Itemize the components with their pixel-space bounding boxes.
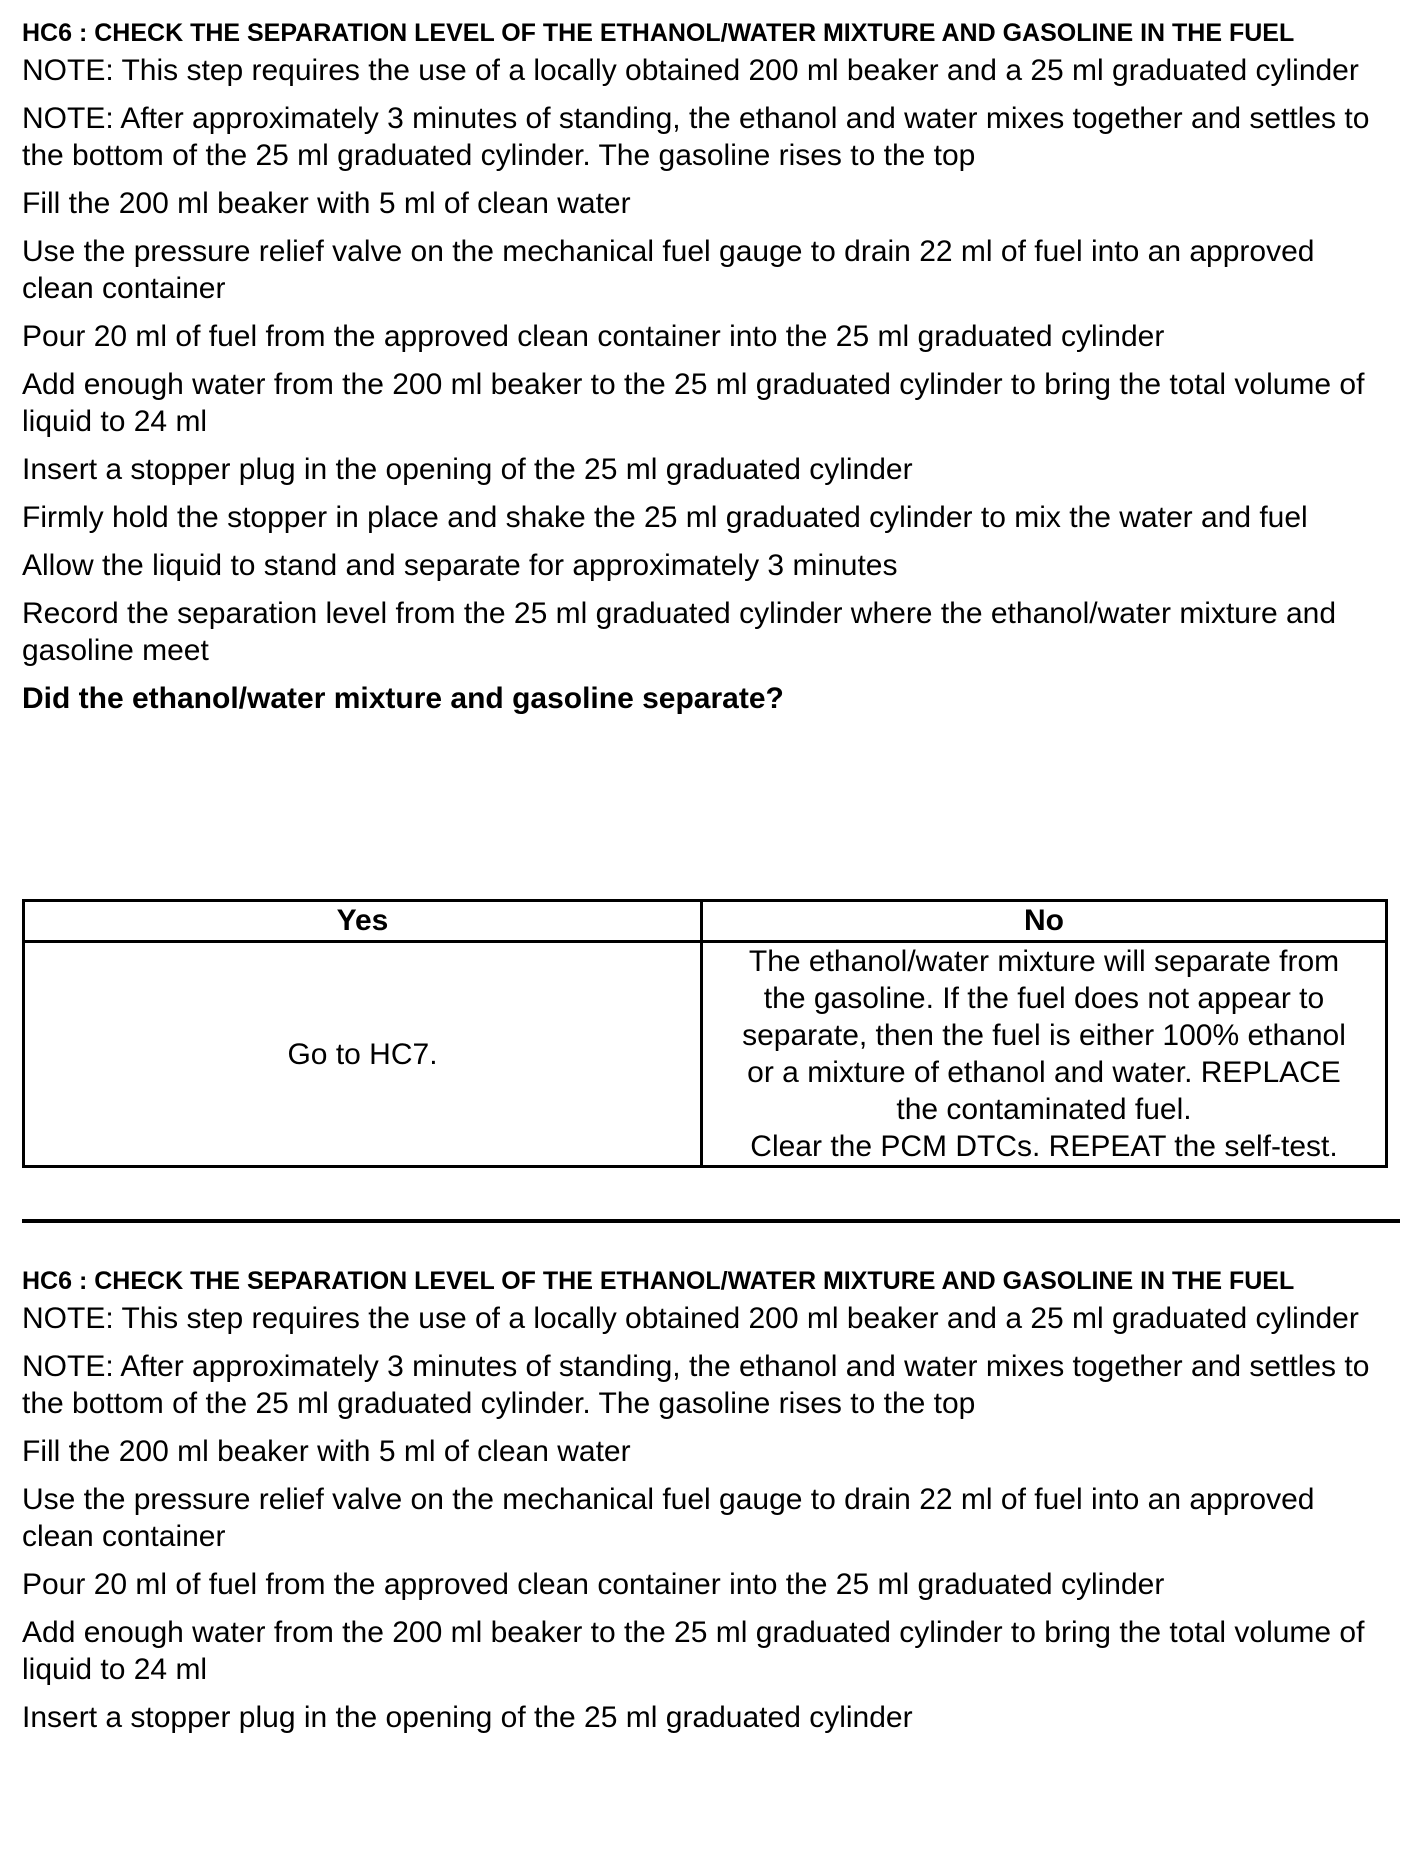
step-note-2: NOTE: After approximately 3 minutes of standing, the ethanol and water mixes together and settles to the bottom of the 25 ml graduated cylinder. The gasoline rises to the top — [22, 102, 1370, 172]
step-note-1: NOTE: This step requires the use of a locally obtained 200 ml beaker and a 25 ml graduated cylinder — [22, 1302, 1359, 1335]
procedure-section-2 — [22, 1262, 1382, 1747]
step-insert-stopper: Insert a stopper plug in the opening of the 25 ml graduated cylinder — [22, 453, 913, 486]
step-shake-cylinder: Firmly hold the stopper in place and shake the 25 ml graduated cylinder to mix the water and fuel — [22, 501, 1308, 534]
yes-header: Yes — [24, 901, 702, 942]
step-fill-beaker: Fill the 200 ml beaker with 5 ml of clean water — [22, 187, 631, 220]
no-action-line: separate, then the fuel is either 100% ethanol — [742, 1019, 1346, 1052]
step-add-water: Add enough water from the 200 ml beaker to the 25 ml graduated cylinder to bring the total volume of liquid to 24 ml — [22, 368, 1365, 438]
procedure-section-1 — [22, 0, 1382, 717]
step-drain-fuel: Use the pressure relief valve on the mechanical fuel gauge to drain 22 ml of fuel into an approved clean container — [22, 235, 1315, 305]
yes-action: Go to HC7. — [24, 942, 702, 1167]
section-divider — [22, 1219, 1400, 1223]
step-allow-stand: Allow the liquid to stand and separate for approximately 3 minutes — [22, 549, 898, 582]
step-drain-fuel: Use the pressure relief valve on the mechanical fuel gauge to drain 22 ml of fuel into an approved clean container — [22, 1483, 1315, 1553]
step-note-2: NOTE: After approximately 3 minutes of standing, the ethanol and water mixes together and settles to the bottom of the 25 ml graduated cylinder. The gasoline rises to the top — [22, 1350, 1370, 1420]
step-insert-stopper: Insert a stopper plug in the opening of the 25 ml graduated cylinder — [22, 1701, 913, 1734]
no-action-line: the contaminated fuel. — [896, 1093, 1192, 1126]
no-action-line: or a mixture of ethanol and water. REPLACE — [747, 1056, 1341, 1089]
no-action-line: Clear the PCM DTCs. REPEAT the self-test. — [750, 1130, 1338, 1163]
section-title: HC6 : CHECK THE SEPARATION LEVEL OF THE ETHANOL/WATER MIXTURE AND GASOLINE IN THE FUEL — [22, 1267, 1295, 1295]
step-record-level: Record the separation level from the 25 ml graduated cylinder where the ethanol/water mixture and gasoline meet — [22, 597, 1337, 667]
decision-question: Did the ethanol/water mixture and gasoline separate? — [22, 682, 784, 715]
section-title: HC6 : CHECK THE SEPARATION LEVEL OF THE ETHANOL/WATER MIXTURE AND GASOLINE IN THE FUEL — [22, 19, 1295, 47]
decision-table — [22, 899, 1388, 1168]
step-pour-fuel: Pour 20 ml of fuel from the approved clean container into the 25 ml graduated cylinder — [22, 1568, 1165, 1601]
step-pour-fuel: Pour 20 ml of fuel from the approved clean container into the 25 ml graduated cylinder — [22, 320, 1165, 353]
no-header: No — [702, 901, 1387, 942]
no-action — [702, 942, 1387, 1167]
step-note-1: NOTE: This step requires the use of a locally obtained 200 ml beaker and a 25 ml graduated cylinder — [22, 54, 1359, 87]
no-action-line: the gasoline. If the fuel does not appear to — [763, 982, 1325, 1015]
step-fill-beaker: Fill the 200 ml beaker with 5 ml of clean water — [22, 1435, 631, 1468]
no-action-line: The ethanol/water mixture will separate from — [748, 945, 1340, 978]
step-add-water: Add enough water from the 200 ml beaker to the 25 ml graduated cylinder to bring the total volume of liquid to 24 ml — [22, 1616, 1365, 1686]
